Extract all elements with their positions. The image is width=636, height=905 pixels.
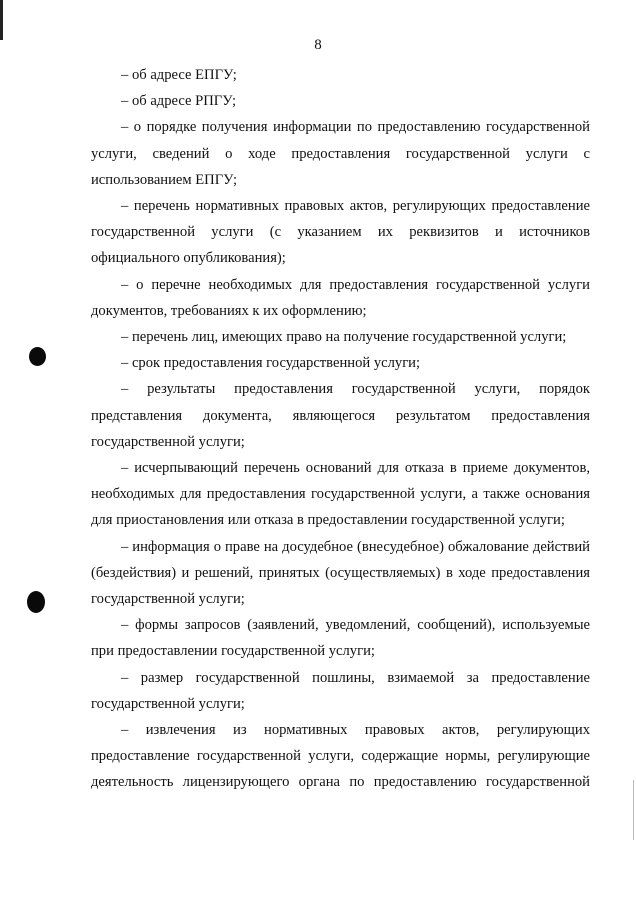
list-item: – результаты предоставления государственной услуги, порядок представления документа, являющегося результатом предоставления государственной услуги; [91, 381, 590, 450]
list-item: – о перечне необходимых для предоставления государственной услуги документов, требованиях к их оформлению; [91, 276, 590, 319]
list-item: – перечень нормативных правовых актов, регулирующих предоставление государственной услуги (с указанием их реквизитов и источников официального опубликования); [91, 198, 590, 267]
list-item: – срок предоставления государственной услуги; [121, 355, 421, 372]
list-item: – об адресе РПГУ; [121, 93, 237, 110]
page-number: 8 [314, 37, 322, 53]
body-text [91, 62, 590, 796]
list-item: – формы запросов (заявлений, уведомлений, сообщений), используемые при предоставлении государственной услуги; [91, 617, 590, 660]
punch-hole [27, 591, 45, 613]
list-item: – о порядке получения информации по предоставлению государственной услуги, сведений о ходе предоставления государственной услуги с использованием ЕПГУ; [91, 119, 590, 188]
punch-hole [29, 347, 46, 366]
list-item: – извлечения из нормативных правовых актов, регулирующих предоставление государственной услуги, содержащие нормы, регулирующие деятельность лицензирующего органа по предоставлению государственной [91, 722, 590, 791]
list-item: – перечень лиц, имеющих право на получение государственной услуги; [121, 329, 567, 346]
list-item: – размер государственной пошлины, взимаемой за предоставление государственной услуги; [91, 669, 590, 712]
scan-edge-mark [0, 0, 3, 40]
list-item: – информация о праве на досудебное (внесудебное) обжалование действий (бездействия) и решений, принятых (осуществляемых) в ходе предоставления государственной услуги; [91, 538, 590, 608]
scan-edge-mark-right [633, 780, 634, 840]
list-item: – об адресе ЕПГУ; [121, 67, 237, 83]
list-item: – исчерпывающий перечень оснований для отказа в приеме документов, необходимых для предоставления государственной услуги, а также основания для приостановления или отказа в предоставлении государственной услуги; [91, 460, 590, 529]
